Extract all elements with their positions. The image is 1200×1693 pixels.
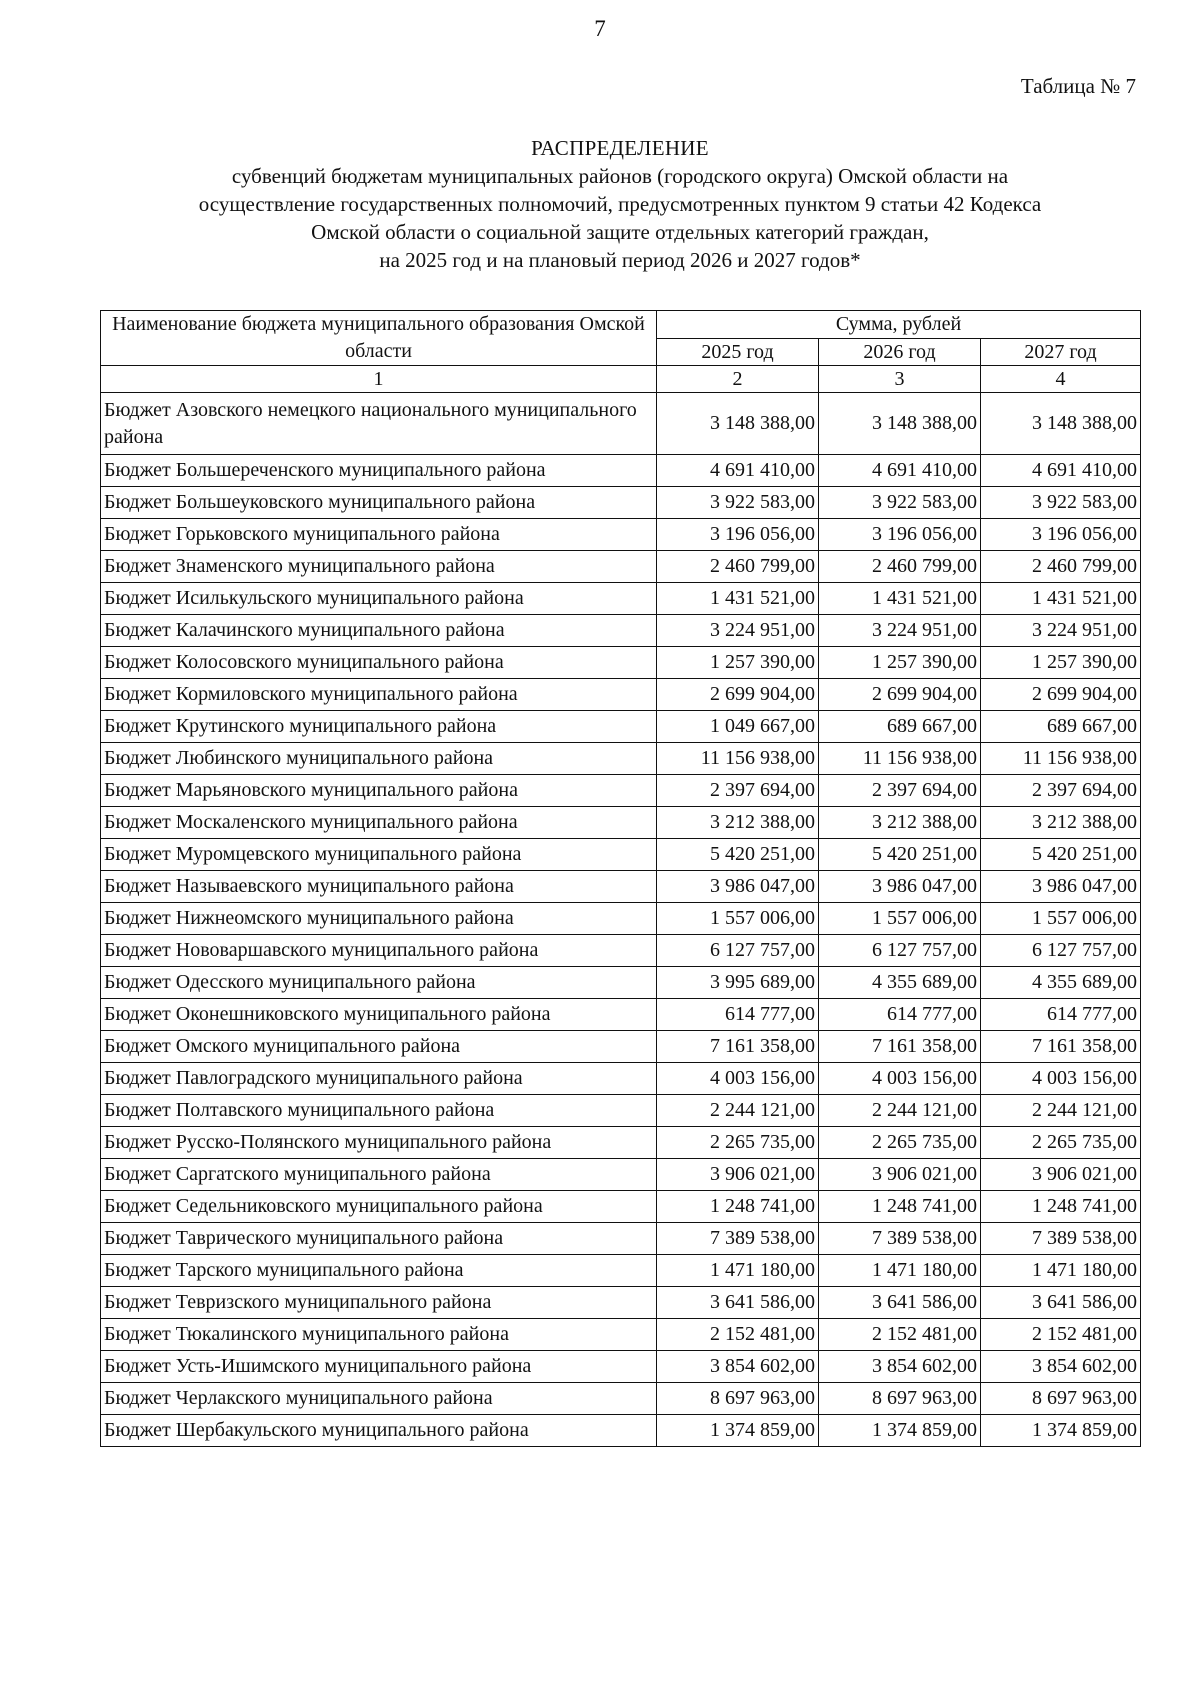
table-row	[101, 679, 1141, 711]
budget-name-cell: Бюджет Исилькульского муниципального района	[101, 583, 657, 615]
amount-2025-cell: 1 557 006,00	[657, 903, 819, 935]
amount-2025-cell: 5 420 251,00	[657, 839, 819, 871]
table-row	[101, 1415, 1141, 1447]
amount-2027-cell: 1 257 390,00	[981, 647, 1141, 679]
amount-2026-cell: 3 986 047,00	[819, 871, 981, 903]
table-row	[101, 1159, 1141, 1191]
table-row	[101, 1319, 1141, 1351]
amount-2027-cell: 11 156 938,00	[981, 743, 1141, 775]
amount-2025-cell: 4 003 156,00	[657, 1063, 819, 1095]
table-label: Таблица № 7	[1020, 74, 1136, 98]
amount-2025-cell: 8 697 963,00	[657, 1383, 819, 1415]
amount-2027-cell: 1 431 521,00	[981, 583, 1141, 615]
table-row	[101, 647, 1141, 679]
amount-2027-cell: 3 212 388,00	[981, 807, 1141, 839]
column-number: 3	[819, 366, 981, 393]
budget-name-cell: Бюджет Азовского немецкого национального муниципального района	[101, 393, 657, 455]
amount-2026-cell: 1 431 521,00	[819, 583, 981, 615]
budget-name-cell: Бюджет Таврического муниципального района	[101, 1223, 657, 1255]
amount-2027-cell: 3 641 586,00	[981, 1287, 1141, 1319]
table-row	[101, 1383, 1141, 1415]
amount-2027-cell: 1 471 180,00	[981, 1255, 1141, 1287]
table-header	[101, 311, 1141, 393]
amount-2026-cell: 6 127 757,00	[819, 935, 981, 967]
amount-2027-cell: 3 224 951,00	[981, 615, 1141, 647]
table-row	[101, 903, 1141, 935]
amount-2025-cell: 3 986 047,00	[657, 871, 819, 903]
amount-2025-cell: 3 148 388,00	[657, 393, 819, 455]
amount-2026-cell: 3 922 583,00	[819, 487, 981, 519]
amount-2026-cell: 614 777,00	[819, 999, 981, 1031]
amount-2027-cell: 1 374 859,00	[981, 1415, 1141, 1447]
amount-2027-cell: 1 248 741,00	[981, 1191, 1141, 1223]
budget-name-cell: Бюджет Русско-Полянского муниципального района	[101, 1127, 657, 1159]
document-heading	[100, 134, 1140, 274]
amount-2025-cell: 3 922 583,00	[657, 487, 819, 519]
amount-2027-cell: 689 667,00	[981, 711, 1141, 743]
amount-2025-cell: 614 777,00	[657, 999, 819, 1031]
table-row	[101, 743, 1141, 775]
amount-2026-cell: 1 374 859,00	[819, 1415, 981, 1447]
table-row	[101, 1063, 1141, 1095]
table-row	[101, 455, 1141, 487]
table-row	[101, 999, 1141, 1031]
heading-line: субвенций бюджетам муниципальных районов (городского округа) Омской области на	[231, 164, 1009, 188]
amount-2026-cell: 4 355 689,00	[819, 967, 981, 999]
amount-2026-cell: 5 420 251,00	[819, 839, 981, 871]
amount-2026-cell: 7 161 358,00	[819, 1031, 981, 1063]
budget-name-cell: Бюджет Тарского муниципального района	[101, 1255, 657, 1287]
amount-2026-cell: 3 148 388,00	[819, 393, 981, 455]
amount-2026-cell: 2 460 799,00	[819, 551, 981, 583]
amount-2025-cell: 7 161 358,00	[657, 1031, 819, 1063]
table-row	[101, 1031, 1141, 1063]
amount-2026-cell: 3 196 056,00	[819, 519, 981, 551]
heading-line: Омской области о социальной защите отдельных категорий граждан,	[311, 220, 929, 244]
amount-2026-cell: 1 257 390,00	[819, 647, 981, 679]
header-year-2026: 2026 год	[819, 338, 981, 366]
budget-distribution-table	[100, 310, 1141, 1447]
amount-2027-cell: 3 922 583,00	[981, 487, 1141, 519]
budget-name-cell: Бюджет Москаленского муниципального района	[101, 807, 657, 839]
amount-2025-cell: 1 248 741,00	[657, 1191, 819, 1223]
amount-2025-cell: 1 374 859,00	[657, 1415, 819, 1447]
amount-2026-cell: 8 697 963,00	[819, 1383, 981, 1415]
amount-2025-cell: 3 995 689,00	[657, 967, 819, 999]
amount-2027-cell: 3 196 056,00	[981, 519, 1141, 551]
amount-2027-cell: 4 691 410,00	[981, 455, 1141, 487]
amount-2027-cell: 614 777,00	[981, 999, 1141, 1031]
table-row	[101, 551, 1141, 583]
amount-2026-cell: 1 471 180,00	[819, 1255, 981, 1287]
budget-name-cell: Бюджет Знаменского муниципального района	[101, 551, 657, 583]
table-row	[101, 615, 1141, 647]
budget-name-cell: Бюджет Тевризского муниципального района	[101, 1287, 657, 1319]
column-number: 1	[101, 366, 657, 393]
budget-name-cell: Бюджет Большереченского муниципального района	[101, 455, 657, 487]
table-row	[101, 711, 1141, 743]
budget-name-cell: Бюджет Марьяновского муниципального района	[101, 775, 657, 807]
amount-2026-cell: 3 906 021,00	[819, 1159, 981, 1191]
amount-2025-cell: 2 152 481,00	[657, 1319, 819, 1351]
amount-2026-cell: 11 156 938,00	[819, 743, 981, 775]
amount-2025-cell: 11 156 938,00	[657, 743, 819, 775]
amount-2025-cell: 4 691 410,00	[657, 455, 819, 487]
amount-2025-cell: 1 049 667,00	[657, 711, 819, 743]
header-budget-name: Наименование бюджета муниципального образования Омской области	[101, 311, 657, 366]
budget-name-cell: Бюджет Оконешниковского муниципального района	[101, 999, 657, 1031]
amount-2026-cell: 2 265 735,00	[819, 1127, 981, 1159]
table-row	[101, 967, 1141, 999]
amount-2025-cell: 3 196 056,00	[657, 519, 819, 551]
amount-2025-cell: 7 389 538,00	[657, 1223, 819, 1255]
budget-name-cell: Бюджет Черлакского муниципального района	[101, 1383, 657, 1415]
amount-2026-cell: 1 557 006,00	[819, 903, 981, 935]
amount-2027-cell: 3 906 021,00	[981, 1159, 1141, 1191]
heading-line: осуществление государственных полномочий, предусмотренных пунктом 9 статьи 42 Кодекса	[198, 192, 1042, 216]
table-row	[101, 1351, 1141, 1383]
table-row	[101, 1095, 1141, 1127]
table-row	[101, 1287, 1141, 1319]
amount-2027-cell: 7 161 358,00	[981, 1031, 1141, 1063]
header-sum: Сумма, рублей	[657, 311, 1141, 339]
budget-name-cell: Бюджет Шербакульского муниципального района	[101, 1415, 657, 1447]
amount-2027-cell: 2 152 481,00	[981, 1319, 1141, 1351]
budget-name-cell: Бюджет Крутинского муниципального района	[101, 711, 657, 743]
table-row	[101, 583, 1141, 615]
amount-2027-cell: 2 699 904,00	[981, 679, 1141, 711]
amount-2026-cell: 4 691 410,00	[819, 455, 981, 487]
amount-2027-cell: 3 148 388,00	[981, 393, 1141, 455]
budget-name-cell: Бюджет Кормиловского муниципального района	[101, 679, 657, 711]
amount-2027-cell: 2 265 735,00	[981, 1127, 1141, 1159]
amount-2026-cell: 3 224 951,00	[819, 615, 981, 647]
budget-name-cell: Бюджет Любинского муниципального района	[101, 743, 657, 775]
budget-name-cell: Бюджет Нововаршавского муниципального района	[101, 935, 657, 967]
amount-2025-cell: 2 460 799,00	[657, 551, 819, 583]
amount-2027-cell: 4 003 156,00	[981, 1063, 1141, 1095]
table-row	[101, 807, 1141, 839]
table-row	[101, 935, 1141, 967]
amount-2026-cell: 4 003 156,00	[819, 1063, 981, 1095]
budget-name-cell: Бюджет Тюкалинского муниципального района	[101, 1319, 657, 1351]
amount-2025-cell: 3 641 586,00	[657, 1287, 819, 1319]
amount-2026-cell: 689 667,00	[819, 711, 981, 743]
amount-2027-cell: 2 244 121,00	[981, 1095, 1141, 1127]
amount-2025-cell: 2 244 121,00	[657, 1095, 819, 1127]
budget-name-cell: Бюджет Омского муниципального района	[101, 1031, 657, 1063]
budget-name-cell: Бюджет Саргатского муниципального района	[101, 1159, 657, 1191]
table-row	[101, 839, 1141, 871]
column-number: 2	[657, 366, 819, 393]
column-number: 4	[981, 366, 1141, 393]
budget-name-cell: Бюджет Седельниковского муниципального района	[101, 1191, 657, 1223]
budget-name-cell: Бюджет Большеуковского муниципального района	[101, 487, 657, 519]
amount-2027-cell: 7 389 538,00	[981, 1223, 1141, 1255]
amount-2026-cell: 2 699 904,00	[819, 679, 981, 711]
amount-2027-cell: 6 127 757,00	[981, 935, 1141, 967]
amount-2025-cell: 6 127 757,00	[657, 935, 819, 967]
table-row	[101, 1255, 1141, 1287]
table-row	[101, 519, 1141, 551]
budget-name-cell: Бюджет Усть-Ишимского муниципального района	[101, 1351, 657, 1383]
table-row	[101, 487, 1141, 519]
amount-2027-cell: 8 697 963,00	[981, 1383, 1141, 1415]
table-row	[101, 871, 1141, 903]
header-year-2025: 2025 год	[657, 338, 819, 366]
budget-name-cell: Бюджет Муромцевского муниципального района	[101, 839, 657, 871]
budget-name-cell: Бюджет Калачинского муниципального района	[101, 615, 657, 647]
amount-2026-cell: 3 212 388,00	[819, 807, 981, 839]
amount-2027-cell: 3 986 047,00	[981, 871, 1141, 903]
amount-2026-cell: 3 641 586,00	[819, 1287, 981, 1319]
amount-2025-cell: 1 431 521,00	[657, 583, 819, 615]
heading-line: на 2025 год и на плановый период 2026 и 2027 годов*	[379, 248, 861, 272]
amount-2025-cell: 3 854 602,00	[657, 1351, 819, 1383]
budget-name-cell: Бюджет Одесского муниципального района	[101, 967, 657, 999]
amount-2027-cell: 2 397 694,00	[981, 775, 1141, 807]
budget-name-cell: Бюджет Павлоградского муниципального района	[101, 1063, 657, 1095]
table-body	[101, 393, 1141, 1447]
table-row	[101, 393, 1141, 455]
amount-2025-cell: 3 906 021,00	[657, 1159, 819, 1191]
amount-2027-cell: 3 854 602,00	[981, 1351, 1141, 1383]
page-number: 7	[594, 16, 606, 41]
budget-name-cell: Бюджет Горьковского муниципального района	[101, 519, 657, 551]
amount-2027-cell: 1 557 006,00	[981, 903, 1141, 935]
budget-name-cell: Бюджет Называевского муниципального района	[101, 871, 657, 903]
budget-name-cell: Бюджет Полтавского муниципального района	[101, 1095, 657, 1127]
amount-2026-cell: 7 389 538,00	[819, 1223, 981, 1255]
table-row	[101, 1127, 1141, 1159]
amount-2025-cell: 2 265 735,00	[657, 1127, 819, 1159]
amount-2027-cell: 5 420 251,00	[981, 839, 1141, 871]
amount-2025-cell: 3 212 388,00	[657, 807, 819, 839]
amount-2026-cell: 2 244 121,00	[819, 1095, 981, 1127]
table-row	[101, 1223, 1141, 1255]
amount-2025-cell: 1 257 390,00	[657, 647, 819, 679]
amount-2027-cell: 4 355 689,00	[981, 967, 1141, 999]
document-title: РАСПРЕДЕЛЕНИЕ	[531, 136, 709, 160]
budget-name-cell: Бюджет Нижнеомского муниципального района	[101, 903, 657, 935]
amount-2026-cell: 3 854 602,00	[819, 1351, 981, 1383]
amount-2025-cell: 2 397 694,00	[657, 775, 819, 807]
header-year-2027: 2027 год	[981, 338, 1141, 366]
amount-2026-cell: 1 248 741,00	[819, 1191, 981, 1223]
amount-2027-cell: 2 460 799,00	[981, 551, 1141, 583]
amount-2025-cell: 2 699 904,00	[657, 679, 819, 711]
amount-2026-cell: 2 152 481,00	[819, 1319, 981, 1351]
amount-2025-cell: 1 471 180,00	[657, 1255, 819, 1287]
table-row	[101, 1191, 1141, 1223]
budget-name-cell: Бюджет Колосовского муниципального района	[101, 647, 657, 679]
table-row	[101, 775, 1141, 807]
amount-2026-cell: 2 397 694,00	[819, 775, 981, 807]
amount-2025-cell: 3 224 951,00	[657, 615, 819, 647]
